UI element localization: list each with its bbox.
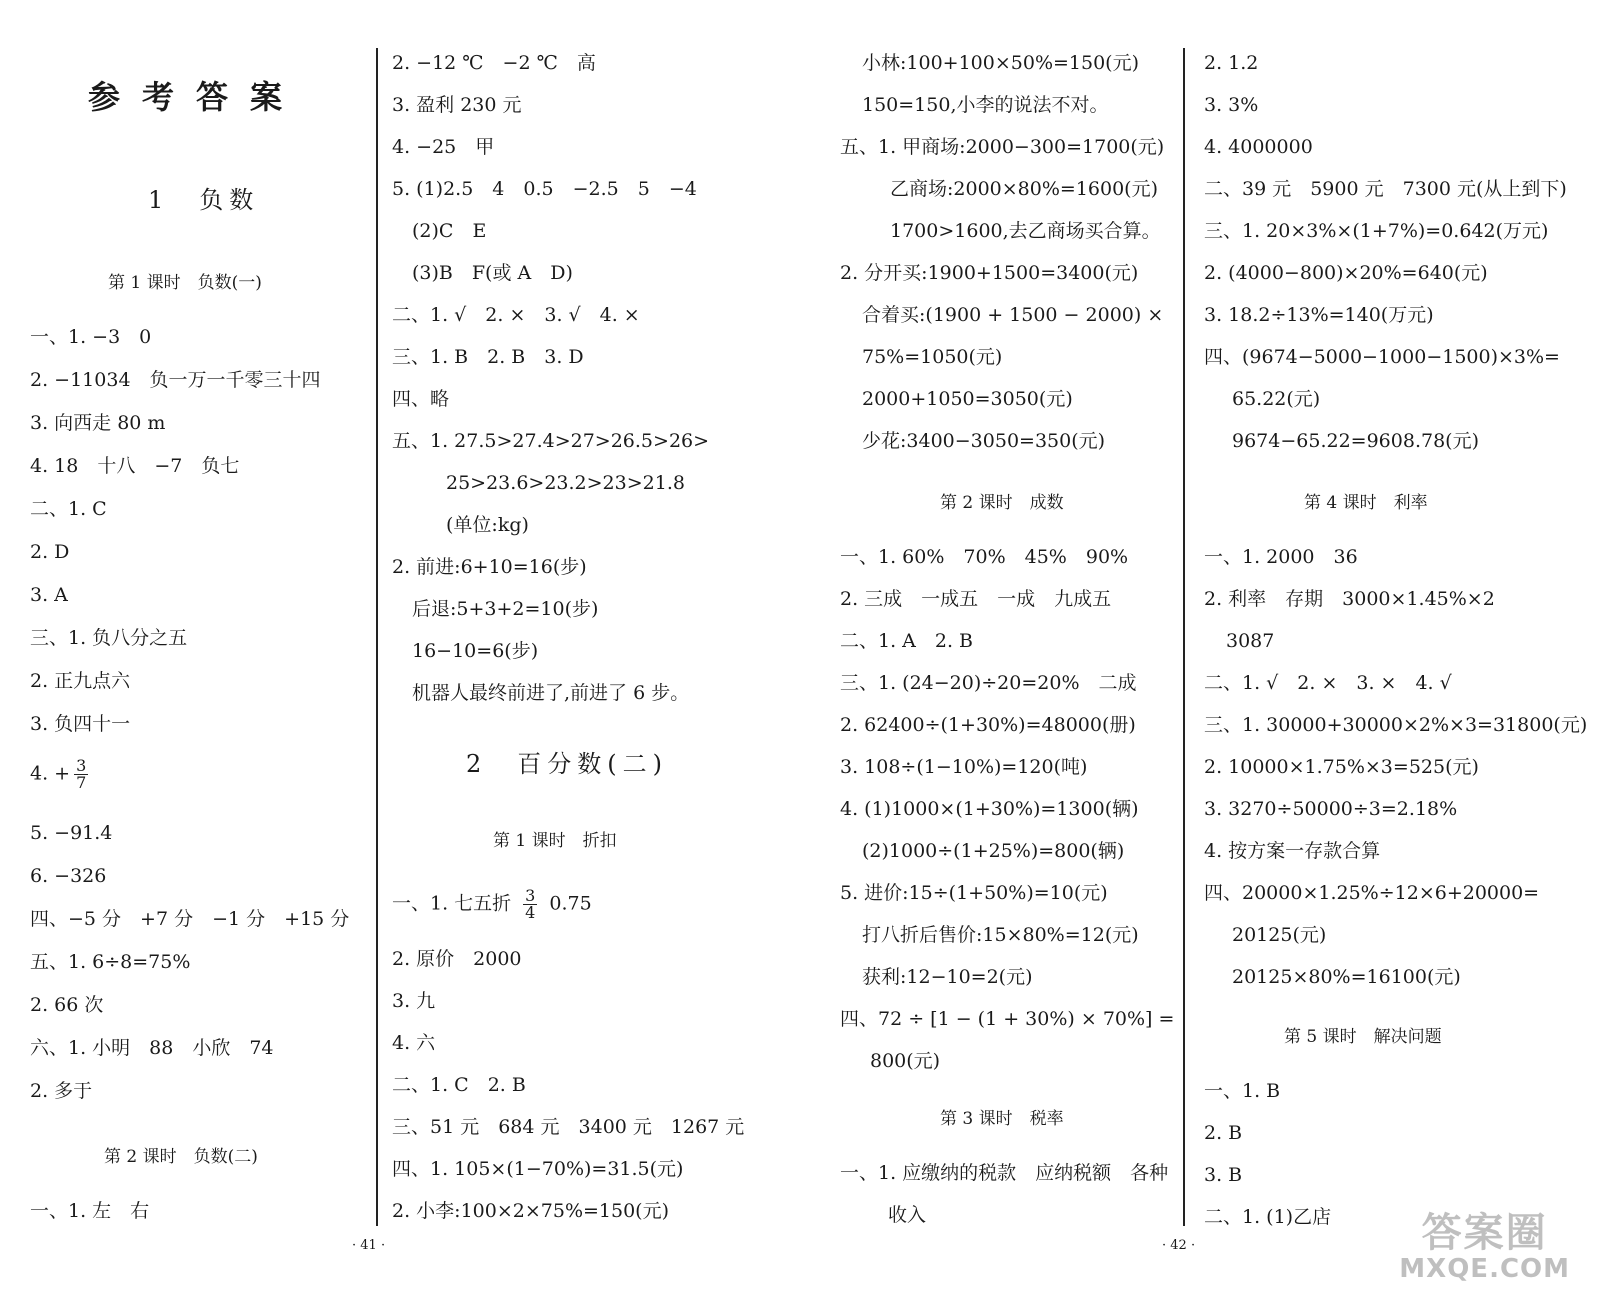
answer-line: 2. 三成 一成五 一成 九成五 bbox=[840, 588, 1112, 610]
answer-line: 3087 bbox=[1226, 630, 1275, 652]
answer-line: 3. 向西走 80 m bbox=[30, 412, 166, 434]
answer-line: 5. −91.4 bbox=[30, 822, 113, 844]
answer-line: 2. 10000×1.75%×3=525(元) bbox=[1204, 756, 1479, 778]
answer-line: 800(元) bbox=[870, 1050, 941, 1072]
answer-line: 2. −12 ℃ −2 ℃ 高 bbox=[392, 52, 596, 74]
answer-line: 3. B bbox=[1204, 1164, 1243, 1186]
column-divider-right bbox=[1183, 48, 1185, 1226]
answer-line: 一、1. 左 右 bbox=[30, 1200, 150, 1222]
answer-line: 一、1. −3 0 bbox=[30, 326, 152, 348]
answer-line: 4. (1)1000×(1+30%)=1300(辆) bbox=[840, 798, 1139, 820]
answer-line: 五、1. 27.5>27.4>27>26.5>26> bbox=[392, 430, 710, 452]
fraction-suffix: 0.75 bbox=[549, 892, 592, 915]
answer-line: 二、1. C bbox=[30, 498, 107, 520]
answer-line: 3. 负四十一 bbox=[30, 713, 131, 735]
answer-line-fraction bbox=[30, 758, 92, 791]
answer-line: 2. 分开买:1900+1500=3400(元) bbox=[840, 262, 1139, 284]
answer-line: 1700>1600,去乙商场买合算。 bbox=[890, 220, 1161, 242]
answer-line: 2. 前进:6+10=16(步) bbox=[392, 556, 587, 578]
answer-line: 后退:5+3+2=10(步) bbox=[412, 598, 599, 620]
answer-line: 二、1. C 2. B bbox=[392, 1074, 526, 1096]
answer-line: 2. B bbox=[1204, 1122, 1243, 1144]
answer-line: 乙商场:2000×80%=1600(元) bbox=[890, 178, 1159, 200]
fraction-prefix: 一、1. 七五折 bbox=[392, 892, 512, 915]
answer-line: 20125×80%=16100(元) bbox=[1232, 966, 1461, 988]
answer-line: 2. 62400÷(1+30%)=48000(册) bbox=[840, 714, 1136, 736]
answer-line: 2. 1.2 bbox=[1204, 52, 1259, 74]
answer-line: 四、72 ÷ [1 − (1 + 30%) × 70%] = bbox=[840, 1008, 1175, 1030]
answer-line: 三、1. 负八分之五 bbox=[30, 627, 188, 649]
answer-line: (2)1000÷(1+25%)=800(辆) bbox=[862, 840, 1125, 862]
answer-line: 3. A bbox=[30, 584, 68, 606]
answer-line: 小林:100+100×50%=150(元) bbox=[862, 52, 1140, 74]
answer-line: 4. 六 bbox=[392, 1032, 436, 1054]
answer-line: 二、39 元 5900 元 7300 元(从上到下) bbox=[1204, 178, 1567, 200]
answer-line: 2. (4000−800)×20%=640(元) bbox=[1204, 262, 1488, 284]
answer-line: 2. 小李:100×2×75%=150(元) bbox=[392, 1200, 670, 1222]
watermark-logo bbox=[1399, 1211, 1570, 1283]
answer-line: 150=150,小李的说法不对。 bbox=[862, 94, 1109, 116]
lesson-heading-interest: 第 4 课时 利率 bbox=[1304, 493, 1428, 513]
chapter-1-title: 1 负数 bbox=[148, 186, 260, 214]
answer-line: 二、1. (1)乙店 bbox=[1204, 1206, 1332, 1228]
answer-line: 2. 原价 2000 bbox=[392, 948, 522, 970]
answer-line: 四、20000×1.25%÷12×6+20000= bbox=[1204, 882, 1540, 904]
answer-line: 机器人最终前进了,前进了 6 步。 bbox=[412, 682, 690, 704]
answer-line: 9674−65.22=9608.78(元) bbox=[1232, 430, 1479, 452]
page-number-left: · 41 · bbox=[352, 1238, 386, 1253]
fraction bbox=[523, 888, 537, 921]
answer-line: 四、−5 分 +7 分 −1 分 +15 分 bbox=[30, 908, 350, 930]
answer-line: 3. 3% bbox=[1204, 94, 1259, 116]
page-number-right: · 42 · bbox=[1162, 1238, 1196, 1253]
answer-line: 三、1. 30000+30000×2%×3=31800(元) bbox=[1204, 714, 1588, 736]
answer-line: 2. D bbox=[30, 541, 70, 563]
answer-line: 3. 盈利 230 元 bbox=[392, 94, 522, 116]
column-divider-left bbox=[376, 48, 378, 1226]
answer-line: 2. −11034 负一万一千零三十四 bbox=[30, 369, 321, 391]
lesson-heading-1: 第 1 课时 负数(一) bbox=[108, 273, 262, 293]
answer-line: (2)C E bbox=[412, 220, 487, 242]
answer-line: 65.22(元) bbox=[1232, 388, 1321, 410]
answer-line: 4. 4000000 bbox=[1204, 136, 1313, 158]
answer-line: 2. 利率 存期 3000×1.45%×2 bbox=[1204, 588, 1495, 610]
answer-line: 四、略 bbox=[392, 388, 450, 410]
chapter-2-title: 2 百分数(二) bbox=[466, 750, 668, 778]
answer-line: 2000+1050=3050(元) bbox=[862, 388, 1073, 410]
answer-line: 二、1. √ 2. × 3. × 4. √ bbox=[1204, 672, 1452, 694]
answer-line: 六、1. 小明 88 小欣 74 bbox=[30, 1037, 274, 1059]
answer-line: 五、1. 6÷8=75% bbox=[30, 951, 191, 973]
answer-line: 2. 多于 bbox=[30, 1080, 93, 1102]
answer-line: 3. 九 bbox=[392, 990, 436, 1012]
answer-line: 5. (1)2.5 4 0.5 −2.5 5 −4 bbox=[392, 178, 697, 200]
answer-line: 一、1. 2000 36 bbox=[1204, 546, 1358, 568]
answer-line: 合着买:(1900 + 1500 − 2000) × bbox=[862, 304, 1164, 326]
answer-line: 20125(元) bbox=[1232, 924, 1327, 946]
answer-line: 16−10=6(步) bbox=[412, 640, 539, 662]
answer-line: 少花:3400−3050=350(元) bbox=[862, 430, 1106, 452]
answer-line: 打八折后售价:15×80%=12(元) bbox=[862, 924, 1139, 946]
answer-line: 75%=1050(元) bbox=[862, 346, 1003, 368]
answer-line: 2. 66 次 bbox=[30, 994, 104, 1016]
answer-line: 四、(9674−5000−1000−1500)×3%= bbox=[1204, 346, 1560, 368]
answer-line: 一、1. 60% 70% 45% 90% bbox=[840, 546, 1129, 568]
answer-line: 二、1. A 2. B bbox=[840, 630, 974, 652]
answer-line: 三、51 元 684 元 3400 元 1267 元 bbox=[392, 1116, 745, 1138]
lesson-heading-2: 第 2 课时 负数(二) bbox=[104, 1147, 258, 1167]
answer-line: 一、1. B bbox=[1204, 1080, 1281, 1102]
watermark-logo-text: 答案圈 bbox=[1421, 1210, 1548, 1256]
answer-line-fraction bbox=[392, 888, 592, 921]
fraction-prefix: 4. + bbox=[30, 762, 71, 785]
answer-line: 4. −25 甲 bbox=[392, 136, 495, 158]
answer-line: 五、1. 甲商场:2000−300=1700(元) bbox=[840, 136, 1165, 158]
page-title: 参考答案 bbox=[88, 78, 305, 116]
answer-line: 6. −326 bbox=[30, 865, 107, 887]
answer-line: 一、1. 应缴纳的税款 应纳税额 各种 bbox=[840, 1162, 1169, 1184]
fraction bbox=[74, 758, 88, 791]
lesson-heading-tax: 第 3 课时 税率 bbox=[940, 1109, 1064, 1129]
answer-line: 三、1. (24−20)÷20=20% 二成 bbox=[840, 672, 1137, 694]
fraction-numerator: 3 bbox=[76, 756, 87, 775]
answer-line: 5. 进价:15÷(1+50%)=10(元) bbox=[840, 882, 1108, 904]
answer-line: 三、1. 20×3%×(1+7%)=0.642(万元) bbox=[1204, 220, 1549, 242]
lesson-heading-proportion: 第 2 课时 成数 bbox=[940, 493, 1064, 513]
answer-line: 三、1. B 2. B 3. D bbox=[392, 346, 584, 368]
answer-line: 2. 正九点六 bbox=[30, 670, 131, 692]
answer-line: 四、1. 105×(1−70%)=31.5(元) bbox=[392, 1158, 684, 1180]
answer-line: (3)B F(或 A D) bbox=[412, 262, 573, 284]
answer-line: 收入 bbox=[888, 1204, 927, 1226]
answer-line: 3. 18.2÷13%=140(万元) bbox=[1204, 304, 1434, 326]
lesson-heading-discount: 第 1 课时 折扣 bbox=[493, 831, 617, 851]
answer-line: 3. 3270÷50000÷3=2.18% bbox=[1204, 798, 1458, 820]
answer-line: 3. 108÷(1−10%)=120(吨) bbox=[840, 756, 1088, 778]
answer-line: 二、1. √ 2. × 3. √ 4. × bbox=[392, 304, 640, 326]
watermark-logo-url: MXQE.COM bbox=[1399, 1254, 1570, 1284]
answer-line: 4. 18 十八 −7 负七 bbox=[30, 455, 240, 477]
fraction-numerator: 3 bbox=[525, 886, 536, 905]
answer-line: 4. 按方案一存款合算 bbox=[1204, 840, 1381, 862]
answer-line: 25>23.6>23.2>23>21.8 bbox=[446, 472, 685, 494]
fraction-denominator: 4 bbox=[525, 903, 536, 922]
answer-line: (单位:kg) bbox=[446, 514, 529, 536]
lesson-heading-problem-solving: 第 5 课时 解决问题 bbox=[1284, 1027, 1442, 1047]
fraction-denominator: 7 bbox=[76, 773, 87, 792]
answer-line: 获利:12−10=2(元) bbox=[862, 966, 1033, 988]
